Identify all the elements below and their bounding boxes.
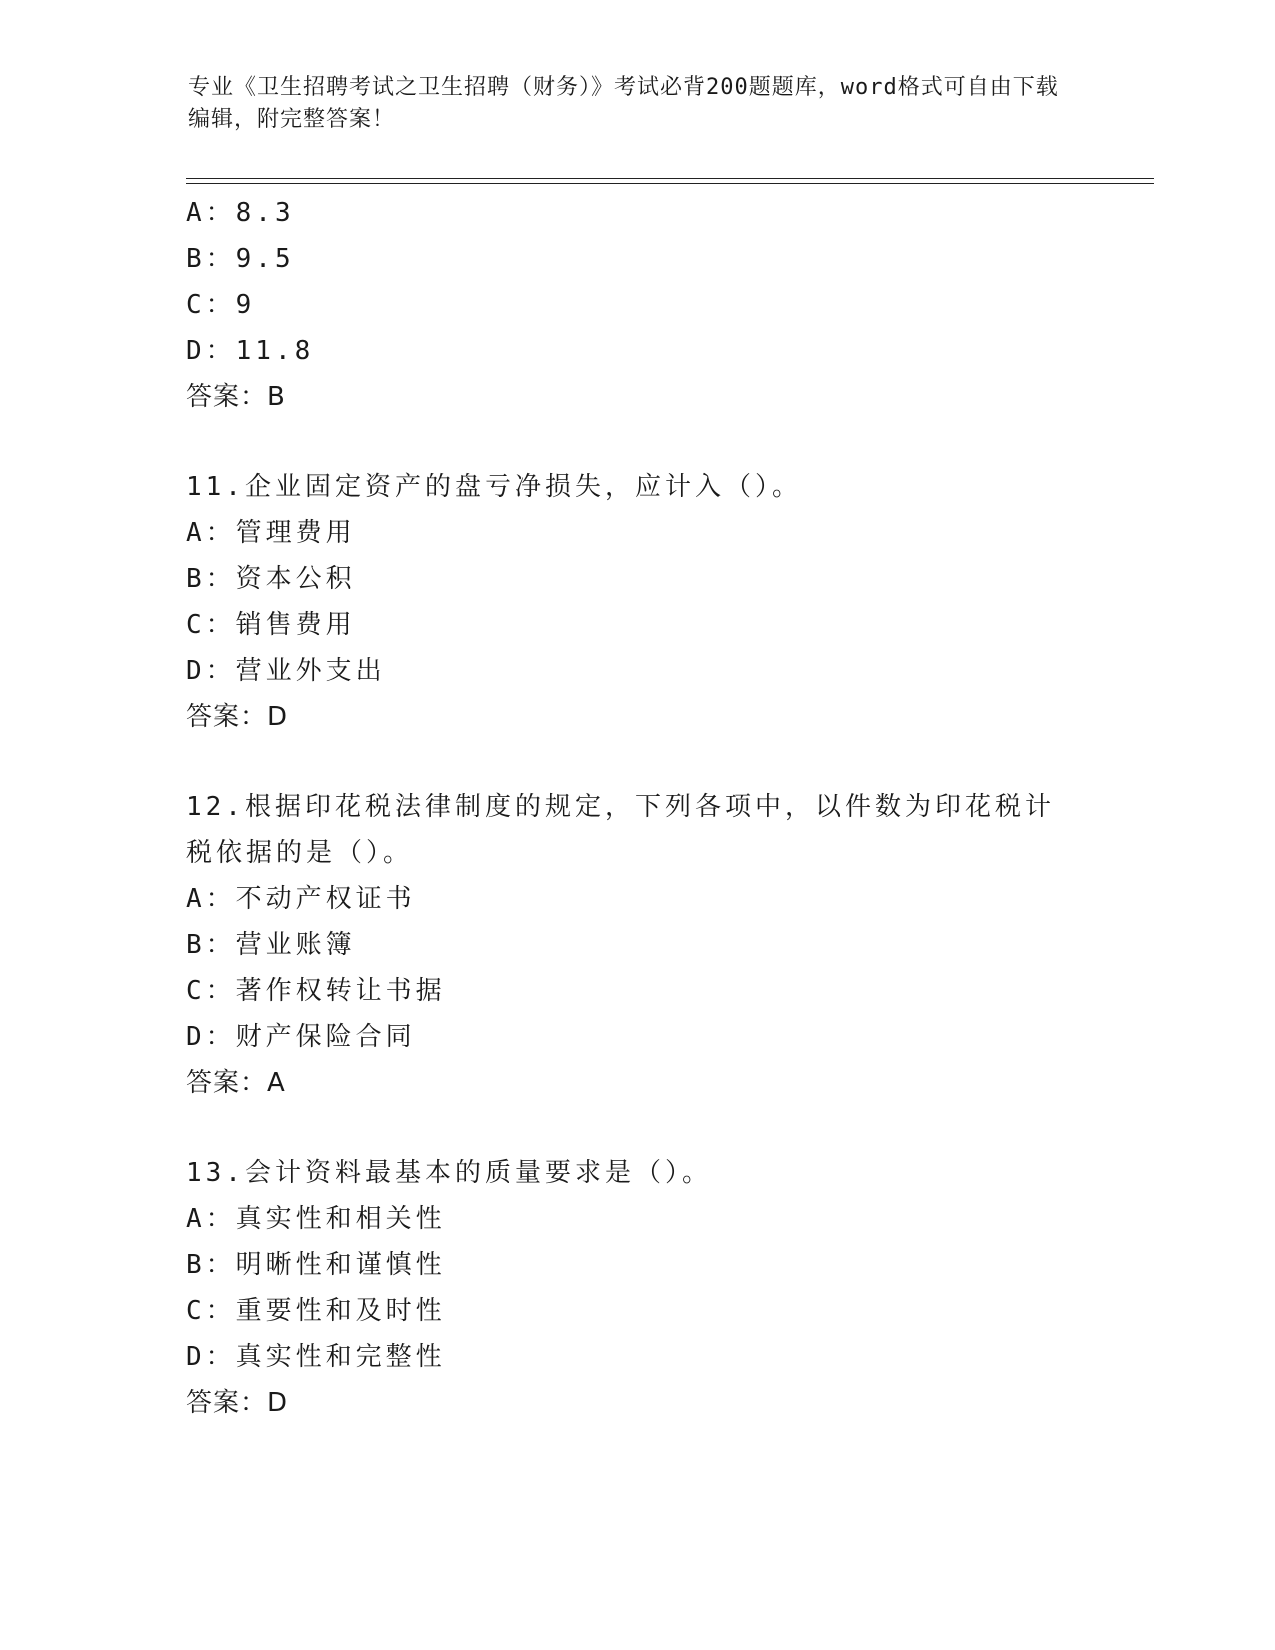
option-d: D：11.8 bbox=[186, 336, 315, 366]
option-a: A：真实性和相关性 bbox=[186, 1204, 446, 1234]
question-block bbox=[186, 784, 1086, 1106]
document-header: 专业《卫生招聘考试之卫生招聘（财务）》考试必背200题题库，word格式可自由下载编辑，附完整答案！ bbox=[188, 75, 1059, 132]
option-a: A：不动产权证书 bbox=[186, 884, 416, 914]
answer-line: 答案：A bbox=[186, 1068, 286, 1098]
option-d: D：营业外支出 bbox=[186, 656, 386, 686]
answer-line: 答案：B bbox=[186, 382, 286, 412]
header-divider-bottom bbox=[186, 183, 1154, 184]
header-divider-top bbox=[186, 178, 1154, 179]
option-b: B：9.5 bbox=[186, 244, 295, 274]
option-d: D：真实性和完整性 bbox=[186, 1342, 446, 1372]
question-text: 13.会计资料最基本的质量要求是（）。 bbox=[186, 1158, 712, 1188]
question-text: 11.企业固定资产的盘亏净损失，应计入（）。 bbox=[186, 472, 802, 502]
option-b: B：明晰性和谨慎性 bbox=[186, 1250, 446, 1280]
option-d: D：财产保险合同 bbox=[186, 1022, 416, 1052]
option-b: B：营业账簿 bbox=[186, 930, 356, 960]
question-block bbox=[186, 1150, 1086, 1426]
question-block bbox=[186, 464, 1086, 740]
option-a: A：管理费用 bbox=[186, 518, 356, 548]
option-c: C：著作权转让书据 bbox=[186, 976, 446, 1006]
option-c: C：重要性和及时性 bbox=[186, 1296, 446, 1326]
option-c: C：9 bbox=[186, 290, 256, 320]
answer-line: 答案：D bbox=[186, 702, 289, 732]
option-c: C：销售费用 bbox=[186, 610, 356, 640]
option-b: B：资本公积 bbox=[186, 564, 356, 594]
option-a: A：8.3 bbox=[186, 198, 295, 228]
question-block bbox=[186, 190, 1086, 420]
answer-line: 答案：D bbox=[186, 1388, 289, 1418]
question-text: 12.根据印花税法律制度的规定，下列各项中，以件数为印花税计税依据的是（）。 bbox=[186, 792, 1055, 868]
question-list bbox=[186, 190, 1086, 1426]
